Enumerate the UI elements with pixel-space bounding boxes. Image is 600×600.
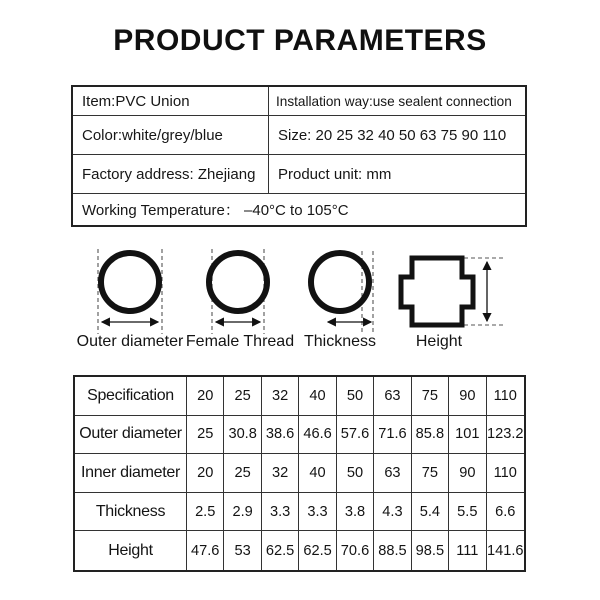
spec-cell: 20 — [187, 454, 224, 493]
diagram-label-female-thread: Female Thread — [185, 333, 295, 350]
spec-cell: 62.5 — [299, 531, 336, 570]
spec-cell: 25 — [187, 416, 224, 455]
spec-cell: 53 — [224, 531, 261, 570]
spec-cell: 110 — [487, 454, 524, 493]
spec-cell: 30.8 — [224, 416, 261, 455]
spec-cell: 123.2 — [487, 416, 524, 455]
spec-cell: 90 — [449, 454, 486, 493]
spec-cell: 4.3 — [374, 493, 411, 532]
spec-cell: 63 — [374, 454, 411, 493]
spec-cell: 141.6 — [487, 542, 524, 559]
info-cell-temperature: Working Temperature： –40°C to 105°C — [82, 202, 349, 219]
spec-cell: 40 — [299, 377, 336, 416]
spec-cell: 32 — [262, 454, 299, 493]
spec-cell: 47.6 — [187, 531, 224, 570]
diagram-label-height: Height — [415, 333, 463, 350]
spec-cell: 3.3 — [262, 493, 299, 532]
spec-cell: 25 — [224, 454, 261, 493]
spec-cell: 25 — [224, 377, 261, 416]
spec-cell: 85.8 — [412, 416, 449, 455]
spec-cell: 75 — [412, 377, 449, 416]
info-table — [71, 85, 527, 227]
spec-cell: 5.4 — [412, 493, 449, 532]
female-thread-icon — [209, 249, 267, 334]
spec-row-label-thickness: Thickness — [75, 493, 187, 532]
spec-table — [73, 375, 526, 572]
info-cell-installation: Installation way:use sealent connection — [269, 87, 525, 116]
spec-cell: 98.5 — [412, 531, 449, 570]
spec-cell: 111 — [449, 531, 486, 570]
spec-cell: 62.5 — [262, 531, 299, 570]
spec-cell: 5.5 — [449, 493, 486, 532]
spec-cell: 2.9 — [224, 493, 261, 532]
diagram-label-thickness: Thickness — [303, 333, 377, 350]
spec-cell: 3.8 — [337, 493, 374, 532]
spec-cell: 71.6 — [374, 416, 411, 455]
spec-cell: 3.3 — [299, 493, 336, 532]
spec-cell: 40 — [299, 454, 336, 493]
page-title: PRODUCT PARAMETERS — [113, 24, 487, 57]
spec-cell: 38.6 — [262, 416, 299, 455]
spec-cell: 50 — [337, 377, 374, 416]
spec-row-label-inner-diameter: Inner diameter — [75, 454, 187, 493]
spec-cell: 63 — [374, 377, 411, 416]
spec-row-label-outer-diameter: Outer diameter — [75, 416, 187, 455]
spec-cell: 57.6 — [337, 416, 374, 455]
spec-cell: 46.6 — [299, 416, 336, 455]
spec-cell: 110 — [487, 377, 524, 416]
spec-cell: 75 — [412, 454, 449, 493]
spec-cell: 6.6 — [487, 493, 524, 532]
spec-row-label-specification: Specification — [75, 377, 187, 416]
thickness-icon — [311, 251, 373, 334]
spec-cell: 32 — [262, 377, 299, 416]
spec-cell: 90 — [449, 377, 486, 416]
spec-cell: 50 — [337, 454, 374, 493]
info-cell-item: Item:PVC Union — [73, 87, 269, 116]
height-icon — [401, 258, 503, 325]
info-cell-color: Color:white/grey/blue — [73, 116, 269, 155]
diagram-label-outer-diameter: Outer diameter — [76, 333, 184, 350]
info-cell-unit: Product unit: mm — [269, 155, 525, 194]
spec-cell: 88.5 — [374, 531, 411, 570]
outer-diameter-icon — [98, 249, 162, 334]
spec-cell: 20 — [187, 377, 224, 416]
info-cell-size: Size: 20 25 32 40 50 63 75 90 110 — [269, 116, 525, 155]
dimension-diagrams — [70, 243, 530, 339]
spec-cell: 2.5 — [187, 493, 224, 532]
spec-cell: 70.6 — [337, 531, 374, 570]
info-cell-factory: Factory address: Zhejiang — [73, 155, 269, 194]
spec-cell: 101 — [449, 416, 486, 455]
spec-row-label-height: Height — [75, 531, 187, 570]
